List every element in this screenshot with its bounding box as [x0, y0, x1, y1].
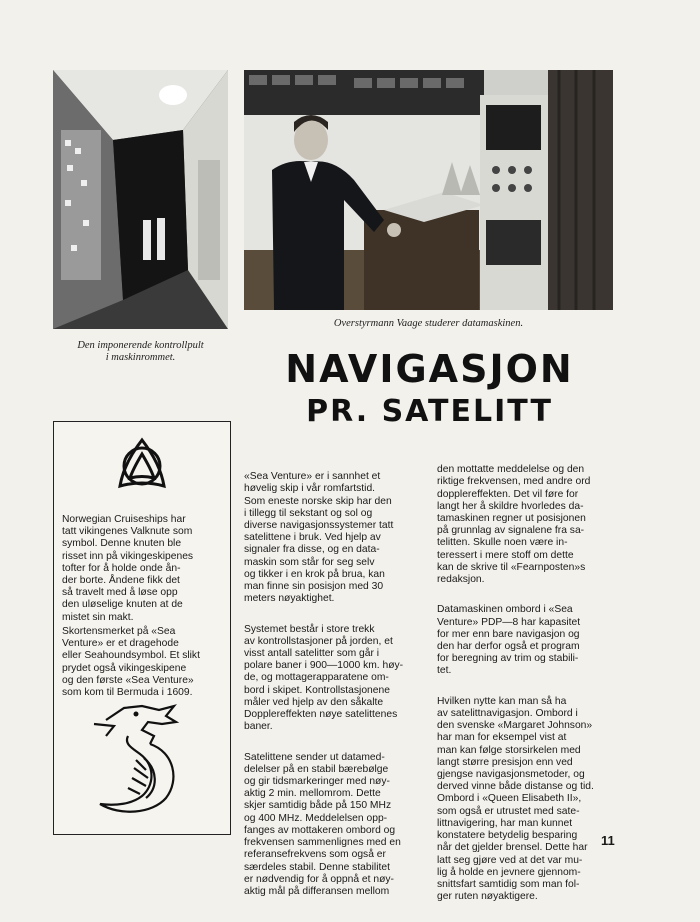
officer-computer-photo — [244, 70, 613, 310]
article-column-2 — [437, 452, 615, 922]
headline-line1: NAVIGASJON — [285, 347, 574, 391]
engine-room-photo — [53, 70, 228, 329]
seahound-dragon-icon — [84, 700, 194, 820]
valknut-knot-icon — [112, 434, 172, 492]
officer-caption: Overstyrmann Vaage studerer datamaskinen. — [333, 318, 524, 329]
article-paragraph: Datamaskinen ombord i «Sea Venture» PDP—8 har kapasitet for mer enn bare navigasjon og den har derfor også et program for beregning av trim og stabili- tet. — [437, 604, 581, 677]
headline-line2: PR. SATELITT — [306, 394, 553, 429]
sidebar-paragraph-2: Skortensmerket på «Sea Venture» er et dragehode eller Seahoundsymbol. Et slikt prydet også vikingeskipene og den første «Sea Venture» som kom til Bermuda i 1609. — [62, 626, 200, 699]
article-paragraph: Hvilken nytte kan man så ha av satelittnavigasjon. Ombord i den svenske «Margaret Johnson» har man for eksempel vist at man kan følge storsirkelen med langt større presisjon enn ved gjengse navigasjonsmetoder, og derved vinne både distanse og tid. Ombord i «Queen Elisabeth II», som også er utrustet med sate- littnavigering, har man kunnet konstatere betydelig besparing når det gjelder brensel. Dette har latt seg gjøre ved at det var mu- lig å holde en jevnere gjennom- snittsfart samtidig som man fol- ger ruten nøyaktigere. — [437, 695, 594, 903]
page-number: 11 — [601, 833, 615, 848]
symbol-sidebar — [53, 421, 231, 835]
engine-room-caption: Den imponerende kontrollpult i maskinrommet. — [77, 340, 204, 363]
article-paragraph: Systemet består i store trekk av kontrollstasjoner på jorden, et visst antall satelitter som går i polare baner i 900—1000 km. høy- de, og mottagerapparatene om- bord i skipet. Kontrollstasjonene måler ved hjelp av den såkalte Dopplereffekten nøye satelittenes baner. — [244, 623, 404, 733]
article-paragraph: Satelittene sender ut datamed- delelser på en stabil bærebølge og gir tidsmarkeringer med nøy- aktig 2 min. mellomrom. Dette skjer samtidig både på 150 MHz og 400 MHz. Meddelelsen opp- fanges av mottakeren ombord og frekvensen sammenlignes med en referansefrekvens som også er særdeles stabil. Denne stabilitet er nødvendig for å oppnå et nøy- aktig mål på differansen mellom — [244, 751, 401, 897]
article-paragraph: den mottatte meddelelse og den riktige frekvensen, med andre ord dopplereffekten. Det vil føre for langt her å skildre hvorledes da- tamaskinen regner ut posisjonen på grunnlag av signalene fra sa- telitten. Skulle noen være in- teressert i mere stoff om dette kan de skrive til «Fearnposten»s redaksjon. — [437, 464, 591, 586]
sidebar-paragraph-1: Norwegian Cruiseships har tatt vikingenes Valknute som symbol. Denne knuten ble risset inn på vikingeskipenes tofter for å holde onde ån- der borte. Åndene fikk det så travelt med å løse opp den uløselige knuten at de mistet sin makt. — [62, 514, 194, 623]
article-paragraph: «Sea Venture» er i sannhet et høvelig skip i vår romfartstid. Som eneste norske skip har den i tillegg til sekstant og sol og diverse navigasjonssystemer tatt satelittene i bruk. Ved hjelp av signaler fra disse, og en data- maskin som står for seg selv og tikker i en krok på brua, kan man finne sin posisjon med 30 meters nøyaktighet. — [244, 471, 394, 605]
article-column-1 — [244, 459, 422, 916]
